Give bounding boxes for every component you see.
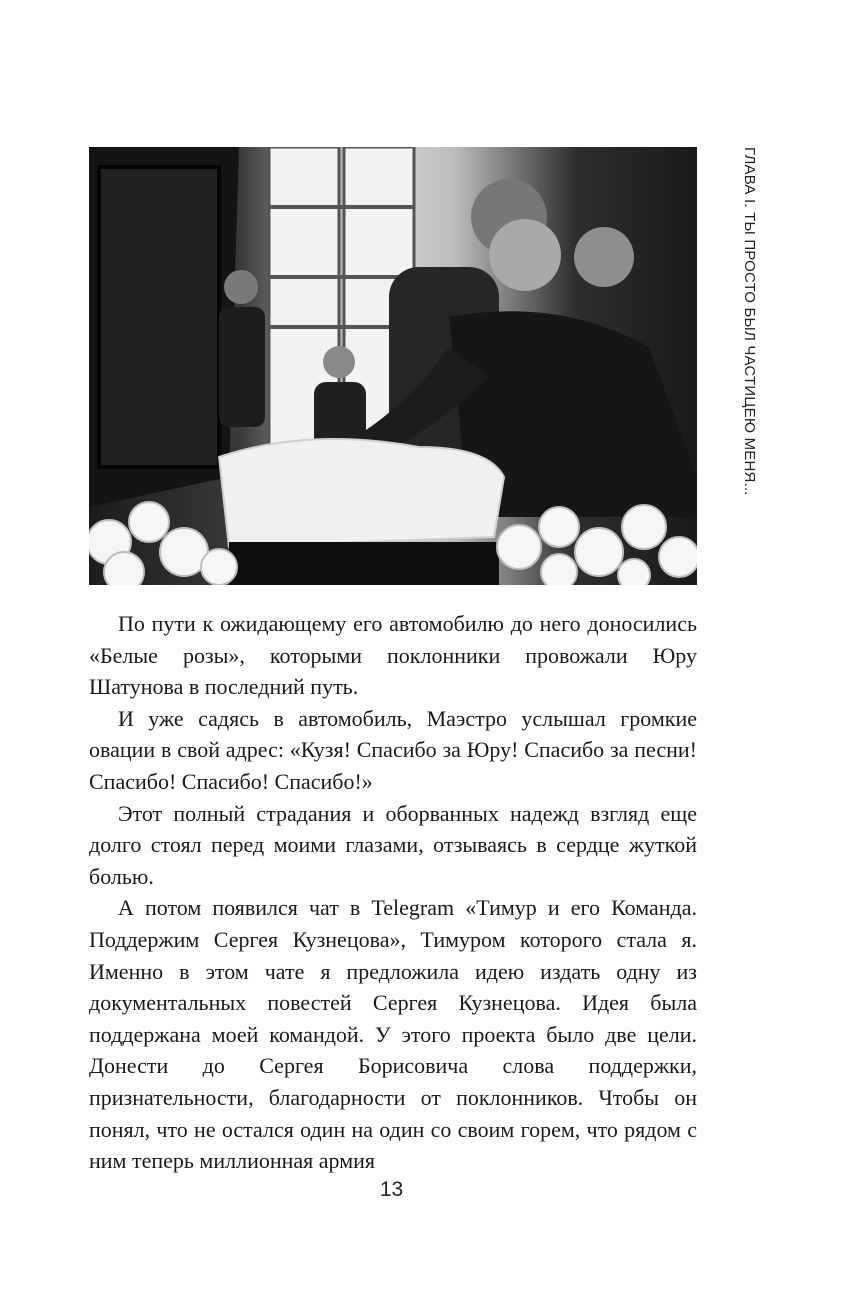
white-cloth — [219, 439, 504, 547]
paragraph: А потом появился чат в Telegram «Тимур и его Команда. Поддержим Сергея Кузнецова», Тимуром которого стала я. Именно в этом чате я предложила идею издать одну из документальных повестей Сергея Кузнецова. Идея была поддержана моей командой. У этого проекта было две цели. Донести до Сергея Борисовича слова поддержки, признательности, благодарности от поклонников. Чтобы он понял, что не остался один на один со своим горем, что рядом с ним теперь миллионная армия — [89, 895, 697, 1174]
running-head-text: ГЛАВА I. ТЫ ПРОСТО БЫЛ ЧАСТИЦЕЮ МЕНЯ... — [741, 147, 758, 496]
running-head — [726, 147, 766, 496]
paragraph: И уже садясь в автомобиль, Маэстро услышал громкие овации в свой адрес: «Кузя! Спасибо за Юру! Спасибо за песни! Спасибо! Спасибо! Спасибо!» — [89, 705, 697, 794]
page-number: 13 — [379, 1178, 404, 1201]
paragraph: Этот полный страдания и оборванных надежд взгляд еще долго стоял перед моими глазами, отзываясь в сердце жуткой болью. — [89, 800, 697, 889]
photograph — [89, 147, 697, 585]
paragraph: По пути к ожидающему его автомобилю до него доносились «Белые розы», которыми поклонники провожали Юру Шатунова в последний путь. — [89, 611, 697, 700]
photo-illustration — [89, 147, 697, 585]
body-text — [89, 608, 697, 1177]
